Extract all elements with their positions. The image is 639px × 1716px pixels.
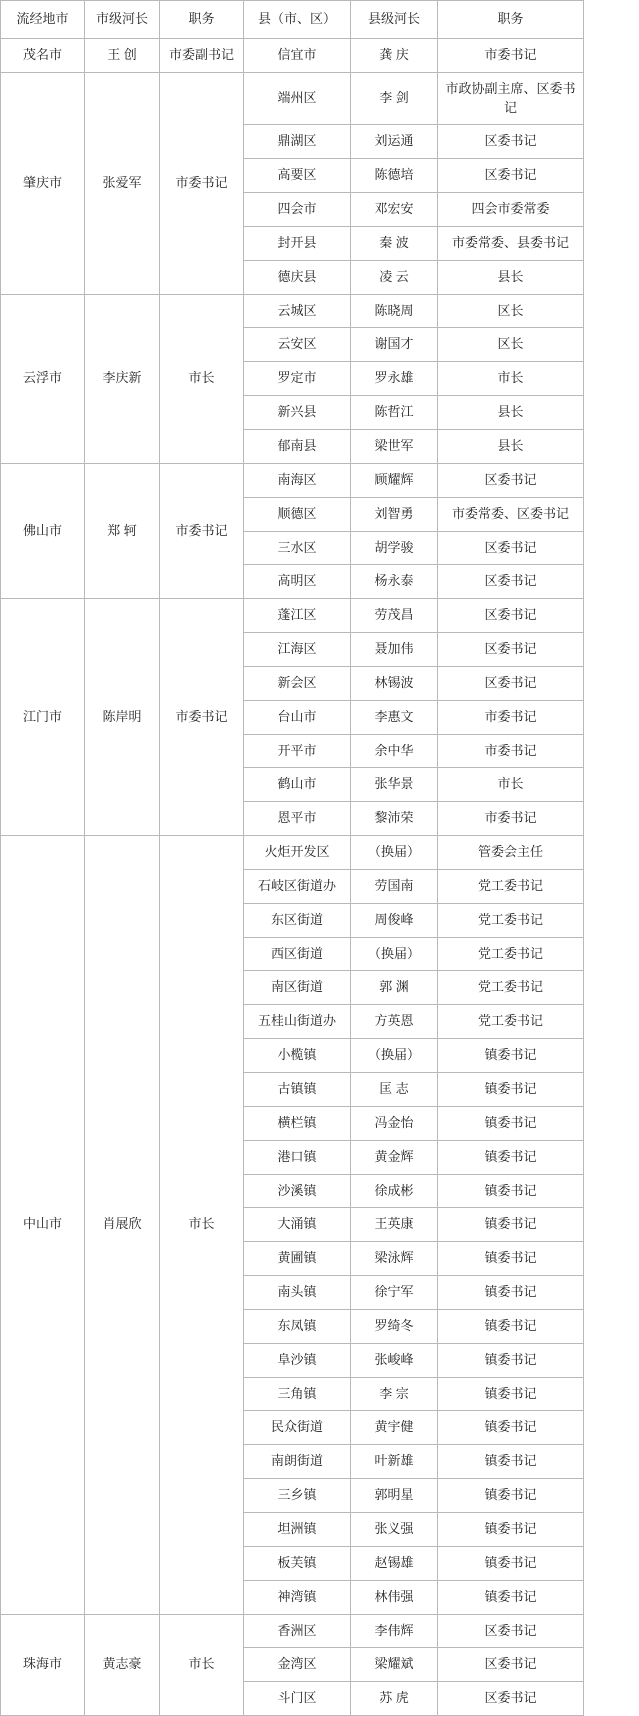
county-post-cell: 镇委书记 (438, 1377, 584, 1411)
county-chief-cell: 周俊峰 (351, 903, 438, 937)
county-cell: 端州区 (244, 72, 351, 125)
county-chief-cell: 苏 虎 (351, 1682, 438, 1716)
county-chief-cell: 黎沛荣 (351, 802, 438, 836)
county-post-cell: 镇委书记 (438, 1411, 584, 1445)
county-post-cell: 镇委书记 (438, 1039, 584, 1073)
county-cell: 郁南县 (244, 429, 351, 463)
city-chief-cell: 李庆新 (85, 294, 160, 463)
county-cell: 西区街道 (244, 937, 351, 971)
county-chief-cell: 张峻峰 (351, 1343, 438, 1377)
county-chief-cell: 梁耀斌 (351, 1648, 438, 1682)
county-cell: 南海区 (244, 463, 351, 497)
county-chief-cell: 梁泳辉 (351, 1242, 438, 1276)
county-chief-cell: 黄金辉 (351, 1140, 438, 1174)
county-chief-cell: 凌 云 (351, 260, 438, 294)
county-cell: 大涌镇 (244, 1208, 351, 1242)
county-chief-cell: 林伟强 (351, 1580, 438, 1614)
county-post-cell: 镇委书记 (438, 1309, 584, 1343)
column-header-county-post: 职务 (438, 1, 584, 39)
county-chief-cell: 郭明星 (351, 1479, 438, 1513)
county-chief-cell: 张华景 (351, 768, 438, 802)
county-post-cell: 党工委书记 (438, 937, 584, 971)
county-cell: 黄圃镇 (244, 1242, 351, 1276)
county-chief-cell: 余中华 (351, 734, 438, 768)
county-post-cell: 镇委书记 (438, 1445, 584, 1479)
county-post-cell: 区委书记 (438, 1614, 584, 1648)
county-chief-cell: 罗永雄 (351, 362, 438, 396)
county-cell: 恩平市 (244, 802, 351, 836)
city-cell: 珠海市 (1, 1614, 85, 1716)
county-chief-cell: 刘智勇 (351, 497, 438, 531)
county-post-cell: 镇委书记 (438, 1174, 584, 1208)
county-chief-cell: （换届） (351, 937, 438, 971)
county-cell: 高要区 (244, 159, 351, 193)
county-chief-cell: 林锡波 (351, 666, 438, 700)
county-chief-cell: 李 剑 (351, 72, 438, 125)
table-body (1, 38, 584, 1715)
county-post-cell: 镇委书记 (438, 1546, 584, 1580)
county-post-cell: 区委书记 (438, 666, 584, 700)
county-cell: 坦洲镇 (244, 1512, 351, 1546)
county-cell: 小榄镇 (244, 1039, 351, 1073)
county-post-cell: 镇委书记 (438, 1242, 584, 1276)
county-chief-cell: （换届） (351, 1039, 438, 1073)
county-chief-cell: 张义强 (351, 1512, 438, 1546)
county-cell: 沙溪镇 (244, 1174, 351, 1208)
county-cell: 新兴县 (244, 396, 351, 430)
county-chief-cell: 郭 渊 (351, 971, 438, 1005)
county-chief-cell: 陈哲江 (351, 396, 438, 430)
county-post-cell: 党工委书记 (438, 903, 584, 937)
county-post-cell: 区委书记 (438, 159, 584, 193)
city-post-cell: 市委书记 (160, 599, 244, 836)
city-post-cell: 市长 (160, 294, 244, 463)
city-cell: 中山市 (1, 836, 85, 1614)
county-chief-cell: （换届） (351, 836, 438, 870)
county-post-cell: 镇委书记 (438, 1479, 584, 1513)
county-chief-cell: 李 宗 (351, 1377, 438, 1411)
county-cell: 五桂山街道办 (244, 1005, 351, 1039)
county-post-cell: 党工委书记 (438, 869, 584, 903)
county-post-cell: 区委书记 (438, 565, 584, 599)
county-post-cell: 市委书记 (438, 802, 584, 836)
county-cell: 四会市 (244, 193, 351, 227)
table-row (1, 38, 584, 72)
city-chief-cell: 郑 轲 (85, 463, 160, 598)
county-cell: 南头镇 (244, 1276, 351, 1310)
county-post-cell: 党工委书记 (438, 1005, 584, 1039)
table-row (1, 294, 584, 328)
county-cell: 板芙镇 (244, 1546, 351, 1580)
county-chief-cell: 冯金怡 (351, 1106, 438, 1140)
column-header-city: 流经地市 (1, 1, 85, 39)
column-header-county: 县（市、区） (244, 1, 351, 39)
county-chief-cell: 方英恩 (351, 1005, 438, 1039)
county-cell: 斗门区 (244, 1682, 351, 1716)
county-cell: 横栏镇 (244, 1106, 351, 1140)
table-row (1, 599, 584, 633)
county-post-cell: 市委书记 (438, 700, 584, 734)
county-post-cell: 区委书记 (438, 599, 584, 633)
city-cell: 佛山市 (1, 463, 85, 598)
county-post-cell: 镇委书记 (438, 1276, 584, 1310)
county-post-cell: 县长 (438, 396, 584, 430)
county-chief-cell: 陈德培 (351, 159, 438, 193)
county-post-cell: 区长 (438, 294, 584, 328)
county-post-cell: 区委书记 (438, 531, 584, 565)
table-row (1, 836, 584, 870)
county-chief-cell: 聂加伟 (351, 633, 438, 667)
county-cell: 三乡镇 (244, 1479, 351, 1513)
county-post-cell: 镇委书记 (438, 1140, 584, 1174)
county-chief-cell: 刘运通 (351, 125, 438, 159)
county-cell: 古镇镇 (244, 1073, 351, 1107)
county-post-cell: 管委会主任 (438, 836, 584, 870)
county-cell: 信宜市 (244, 38, 351, 72)
county-chief-cell: 李惠文 (351, 700, 438, 734)
county-cell: 鹤山市 (244, 768, 351, 802)
county-post-cell: 镇委书记 (438, 1106, 584, 1140)
county-chief-cell: 叶新雄 (351, 1445, 438, 1479)
county-post-cell: 区委书记 (438, 463, 584, 497)
city-cell: 肇庆市 (1, 72, 85, 294)
city-chief-cell: 黄志豪 (85, 1614, 160, 1716)
county-chief-cell: 陈晓周 (351, 294, 438, 328)
table-header (1, 1, 584, 39)
county-cell: 阜沙镇 (244, 1343, 351, 1377)
column-header-city-chief: 市级河长 (85, 1, 160, 39)
county-cell: 新会区 (244, 666, 351, 700)
county-cell: 罗定市 (244, 362, 351, 396)
county-chief-cell: 匡 志 (351, 1073, 438, 1107)
city-post-cell: 市长 (160, 1614, 244, 1716)
county-cell: 德庆县 (244, 260, 351, 294)
city-cell: 云浮市 (1, 294, 85, 463)
county-cell: 东凤镇 (244, 1309, 351, 1343)
county-chief-cell: 杨永泰 (351, 565, 438, 599)
city-cell: 江门市 (1, 599, 85, 836)
county-post-cell: 镇委书记 (438, 1073, 584, 1107)
county-chief-cell: 顾耀辉 (351, 463, 438, 497)
county-chief-cell: 徐成彬 (351, 1174, 438, 1208)
county-chief-cell: 龚 庆 (351, 38, 438, 72)
county-post-cell: 镇委书记 (438, 1580, 584, 1614)
county-cell: 鼎湖区 (244, 125, 351, 159)
county-chief-cell: 罗绮冬 (351, 1309, 438, 1343)
table-row (1, 1614, 584, 1648)
county-cell: 封开县 (244, 226, 351, 260)
city-chief-cell: 陈岸明 (85, 599, 160, 836)
county-cell: 台山市 (244, 700, 351, 734)
county-post-cell: 党工委书记 (438, 971, 584, 1005)
county-cell: 高明区 (244, 565, 351, 599)
county-cell: 顺德区 (244, 497, 351, 531)
county-post-cell: 市长 (438, 768, 584, 802)
county-cell: 云城区 (244, 294, 351, 328)
county-cell: 南区街道 (244, 971, 351, 1005)
county-cell: 火炬开发区 (244, 836, 351, 870)
county-cell: 江海区 (244, 633, 351, 667)
city-post-cell: 市委书记 (160, 463, 244, 598)
county-post-cell: 县长 (438, 260, 584, 294)
county-chief-cell: 黄宇健 (351, 1411, 438, 1445)
county-cell: 香洲区 (244, 1614, 351, 1648)
county-cell: 三角镇 (244, 1377, 351, 1411)
county-cell: 云安区 (244, 328, 351, 362)
county-chief-cell: 李伟辉 (351, 1614, 438, 1648)
county-cell: 民众街道 (244, 1411, 351, 1445)
city-post-cell: 市委书记 (160, 72, 244, 294)
city-post-cell: 市长 (160, 836, 244, 1614)
county-chief-cell: 秦 波 (351, 226, 438, 260)
county-post-cell: 区委书记 (438, 1648, 584, 1682)
county-cell: 蓬江区 (244, 599, 351, 633)
county-post-cell: 市委书记 (438, 734, 584, 768)
county-cell: 东区街道 (244, 903, 351, 937)
county-post-cell: 区委书记 (438, 125, 584, 159)
table-row (1, 72, 584, 125)
city-chief-cell: 王 创 (85, 38, 160, 72)
county-chief-cell: 徐宁军 (351, 1276, 438, 1310)
county-post-cell: 县长 (438, 429, 584, 463)
county-chief-cell: 劳国南 (351, 869, 438, 903)
county-post-cell: 市委常委、县委书记 (438, 226, 584, 260)
county-chief-cell: 胡学骏 (351, 531, 438, 565)
county-post-cell: 镇委书记 (438, 1343, 584, 1377)
table-header-row (1, 1, 584, 39)
column-header-city-post: 职务 (160, 1, 244, 39)
county-cell: 开平市 (244, 734, 351, 768)
city-cell: 茂名市 (1, 38, 85, 72)
city-post-cell: 市委副书记 (160, 38, 244, 72)
county-cell: 南朗街道 (244, 1445, 351, 1479)
county-chief-cell: 赵锡雄 (351, 1546, 438, 1580)
county-post-cell: 区委书记 (438, 1682, 584, 1716)
county-chief-cell: 劳茂昌 (351, 599, 438, 633)
county-cell: 神湾镇 (244, 1580, 351, 1614)
county-post-cell: 镇委书记 (438, 1208, 584, 1242)
city-chief-cell: 肖展欣 (85, 836, 160, 1614)
county-post-cell: 市长 (438, 362, 584, 396)
county-chief-cell: 谢国才 (351, 328, 438, 362)
county-chief-cell: 邓宏安 (351, 193, 438, 227)
county-post-cell: 市委书记 (438, 38, 584, 72)
county-chief-cell: 梁世军 (351, 429, 438, 463)
county-cell: 金湾区 (244, 1648, 351, 1682)
table-row (1, 463, 584, 497)
county-post-cell: 区长 (438, 328, 584, 362)
county-post-cell: 镇委书记 (438, 1512, 584, 1546)
county-post-cell: 市委常委、区委书记 (438, 497, 584, 531)
county-post-cell: 市政协副主席、区委书记 (438, 72, 584, 125)
county-post-cell: 区委书记 (438, 633, 584, 667)
county-chief-cell: 王英康 (351, 1208, 438, 1242)
column-header-county-chief: 县级河长 (351, 1, 438, 39)
county-cell: 港口镇 (244, 1140, 351, 1174)
county-post-cell: 四会市委常委 (438, 193, 584, 227)
county-cell: 石岐区街道办 (244, 869, 351, 903)
city-chief-cell: 张爱军 (85, 72, 160, 294)
county-cell: 三水区 (244, 531, 351, 565)
